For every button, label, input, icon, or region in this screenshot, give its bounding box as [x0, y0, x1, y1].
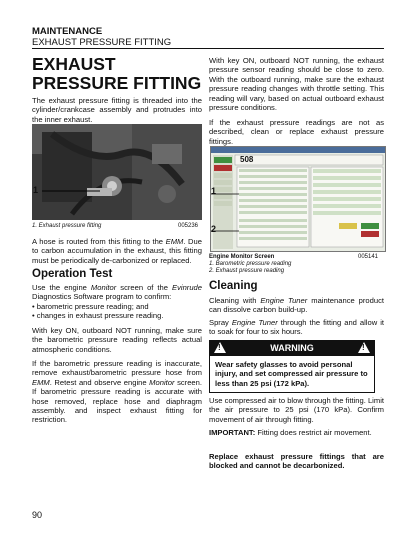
readings-hint-paragraph: If the exhaust pressure readings are not as described, clean or replace exhaust pressure fittings.	[209, 118, 384, 146]
figure-caption-2: 2. Exhaust pressure reading	[209, 268, 285, 274]
warning-label: WARNING	[270, 343, 314, 353]
rpm-readout: 508	[240, 155, 254, 164]
figure-title: Engine Monitor Screen	[209, 254, 275, 260]
spray-paragraph: Spray Engine Tuner through the fitting and allow it to soak for four to six hours.	[209, 318, 384, 337]
cleaning-paragraph: Cleaning with Engine Tuner maintenance product can dissolve carbon build-up.	[209, 296, 385, 315]
figure-callout-1: 1	[33, 185, 39, 195]
warning-header	[209, 340, 375, 356]
subsection-header: EXHAUST PRESSURE FITTING	[32, 37, 172, 48]
warning-box	[209, 340, 375, 393]
list-item: • changes in exhaust pressure reading.	[32, 311, 202, 320]
section-header: MAINTENANCE	[32, 26, 103, 37]
engine-monitor-screenshot	[210, 146, 386, 252]
operation-test-heading: Operation Test	[32, 268, 113, 280]
cleaning-heading: Cleaning	[209, 280, 258, 292]
intro-paragraph: The exhaust pressure fitting is threaded into the cylinder/crankcase assembly and protrudes into the inner exhaust.	[32, 96, 202, 124]
warning-icon: !	[214, 342, 226, 353]
warning-icon: !	[358, 342, 370, 353]
page-number: 90	[32, 510, 43, 520]
page-title: EXHAUST PRESSURE FITTING	[32, 54, 202, 93]
hose-paragraph: A hose is routed from this fitting to the EMM. Due to carbon accumulation in the exhaust, this fitting must be periodically de-carbonized or replaced.	[32, 237, 202, 265]
header-rule	[32, 48, 384, 49]
important-note: IMPORTANT: Fitting does restrict air movement.	[209, 428, 372, 437]
figure-callout-1: 1	[211, 186, 217, 196]
barometric-paragraph: If the barometric pressure reading is inaccurate, remove exhaust/barometric pressure hose from EMM. Retest and observe engine Monitor screen. If barometric pressure reading is accurate with hose removed, replace hose and diaphragm assembly. and inspect exhaust fitting for restriction.	[32, 359, 202, 425]
operation-intro: Use the engine Monitor screen of the Evinrude Diagnostics Software program to confirm:	[32, 283, 202, 302]
figure-callout-2: 2	[211, 224, 217, 234]
compressed-air-paragraph: Use compressed air to blow through the fitting. Limit the air pressure to 25 psi (170 kPa). Confirm movement of air through fitting.	[209, 396, 384, 424]
key-on-paragraph: With key ON, outboard NOT running, make sure the barometric pressure reading reflects actual atmospheric conditions.	[32, 326, 202, 354]
figure-caption: 1. Exhaust pressure fitting	[32, 223, 102, 229]
check-list	[32, 302, 202, 321]
figure-caption-1: 1. Barometric pressure reading	[209, 261, 292, 267]
engine-photo	[32, 124, 202, 220]
figure-code: 005141	[358, 254, 379, 260]
exhaust-reading-paragraph: With key ON, outboard NOT running, the exhaust pressure sensor reading should be close to zero. With the outboard running, make sure the exhaust pressure reading changes with throttle setting. This reading will vary, based on actual outboard exhaust pressure conditions.	[209, 56, 384, 113]
warning-text: Wear safety glasses to avoid personal injury, and set compressed air pressure to less than 25 psi (172 kPa).	[209, 356, 375, 393]
list-item: • barometric pressure reading; and	[32, 302, 202, 311]
replace-note: Replace exhaust pressure fittings that are blocked and cannot be decarbonized.	[209, 452, 384, 471]
figure-code: 005236	[178, 223, 199, 229]
